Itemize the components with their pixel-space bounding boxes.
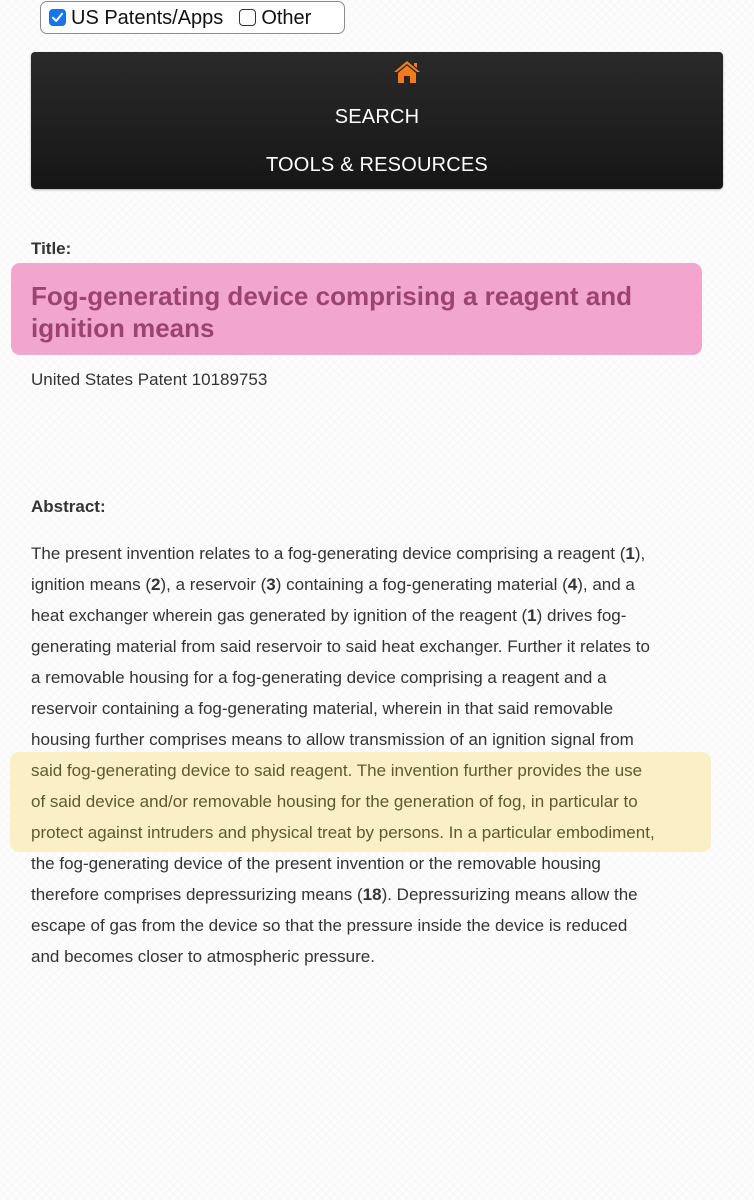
abstract-text-segment: generating material from said reservoir to said heat exchanger. Further it relates to: [31, 637, 650, 656]
abstract-text-segment: ). Depressurizing means allow the: [381, 885, 638, 904]
checkmark-icon: [51, 11, 64, 24]
document-title: [31, 280, 701, 344]
abstract-text-segment: The present invention relates to a fog-generating device comprising a reagent (: [31, 544, 626, 563]
abstract-line: [31, 879, 731, 910]
reference-numeral: 2: [151, 575, 161, 594]
us-patents-checkbox[interactable]: [49, 9, 66, 26]
abstract-text-segment: escape of gas from the device so that the pressure inside the device is reduced: [31, 916, 628, 935]
reference-numeral: 4: [567, 575, 578, 594]
abstract-text-segment: and becomes closer to atmospheric pressure.: [31, 947, 375, 966]
us-patents-option[interactable]: [49, 8, 223, 28]
main-navigation: [31, 52, 723, 189]
nav-tools-resources-link[interactable]: TOOLS & RESOURCES: [266, 154, 488, 176]
reference-numeral: 3: [266, 575, 276, 594]
other-label: Other: [261, 6, 312, 29]
abstract-line: [31, 600, 731, 631]
abstract-line: [31, 910, 731, 941]
abstract-text-segment: therefore comprises depressurizing means (: [31, 885, 363, 904]
us-patents-label: US Patents/Apps: [71, 6, 224, 29]
abstract-text-segment: ignition means (: [31, 575, 152, 594]
abstract-line: [31, 538, 731, 569]
abstract-text-segment: reservoir containing a fog-generating material, wherein in that said removable: [31, 699, 614, 718]
abstract-text-segment: ) drives fog-: [536, 606, 627, 625]
abstract-line: [31, 724, 731, 755]
other-option[interactable]: [239, 8, 311, 28]
home-icon[interactable]: [392, 58, 422, 86]
abstract-label: Abstract:: [31, 497, 106, 516]
abstract-text-segment: ) containing a fog-generating material (: [275, 575, 568, 594]
document-title-line: ignition means: [31, 313, 215, 343]
abstract-text-segment: protect against intruders and physical treat by persons. In a particular embodiment,: [31, 823, 655, 842]
abstract-line: [31, 631, 731, 662]
abstract-text-segment: said fog-generating device to said reagent. The invention further provides the use: [31, 761, 643, 780]
abstract-text: [31, 538, 731, 972]
abstract-text-segment: of said device and/or removable housing for the generation of fog, in particular to: [31, 792, 638, 811]
abstract-line: [31, 848, 731, 879]
title-label: Title:: [31, 239, 72, 258]
patent-number: United States Patent 10189753: [31, 370, 268, 389]
reference-numeral: 1: [625, 544, 635, 563]
abstract-text-segment: ), a reservoir (: [160, 575, 267, 594]
abstract-line: [31, 755, 731, 786]
document-title-line: Fog-generating device comprising a reagent and: [31, 281, 633, 311]
abstract-line: [31, 941, 731, 972]
abstract-line: [31, 693, 731, 724]
abstract-text-segment: heat exchanger wherein gas generated by ignition of the reagent (: [31, 606, 528, 625]
abstract-line: [31, 569, 731, 600]
abstract-text-segment: ),: [634, 544, 646, 563]
abstract-line: [31, 662, 731, 693]
abstract-text-segment: ), and a: [577, 575, 635, 594]
abstract-text-segment: the fog-generating device of the present invention or the removable housing: [31, 854, 601, 873]
abstract-text-segment: housing further comprises means to allow transmission of an ignition signal from: [31, 730, 634, 749]
search-scope-filter: [40, 1, 345, 34]
reference-numeral: 1: [527, 606, 537, 625]
nav-search-link[interactable]: SEARCH: [334, 106, 420, 128]
reference-numeral: 18: [362, 885, 382, 904]
abstract-line: [31, 817, 731, 848]
abstract-line: [31, 786, 731, 817]
abstract-text-segment: a removable housing for a fog-generating device comprising a reagent and a: [31, 668, 607, 687]
other-checkbox[interactable]: [239, 9, 256, 26]
